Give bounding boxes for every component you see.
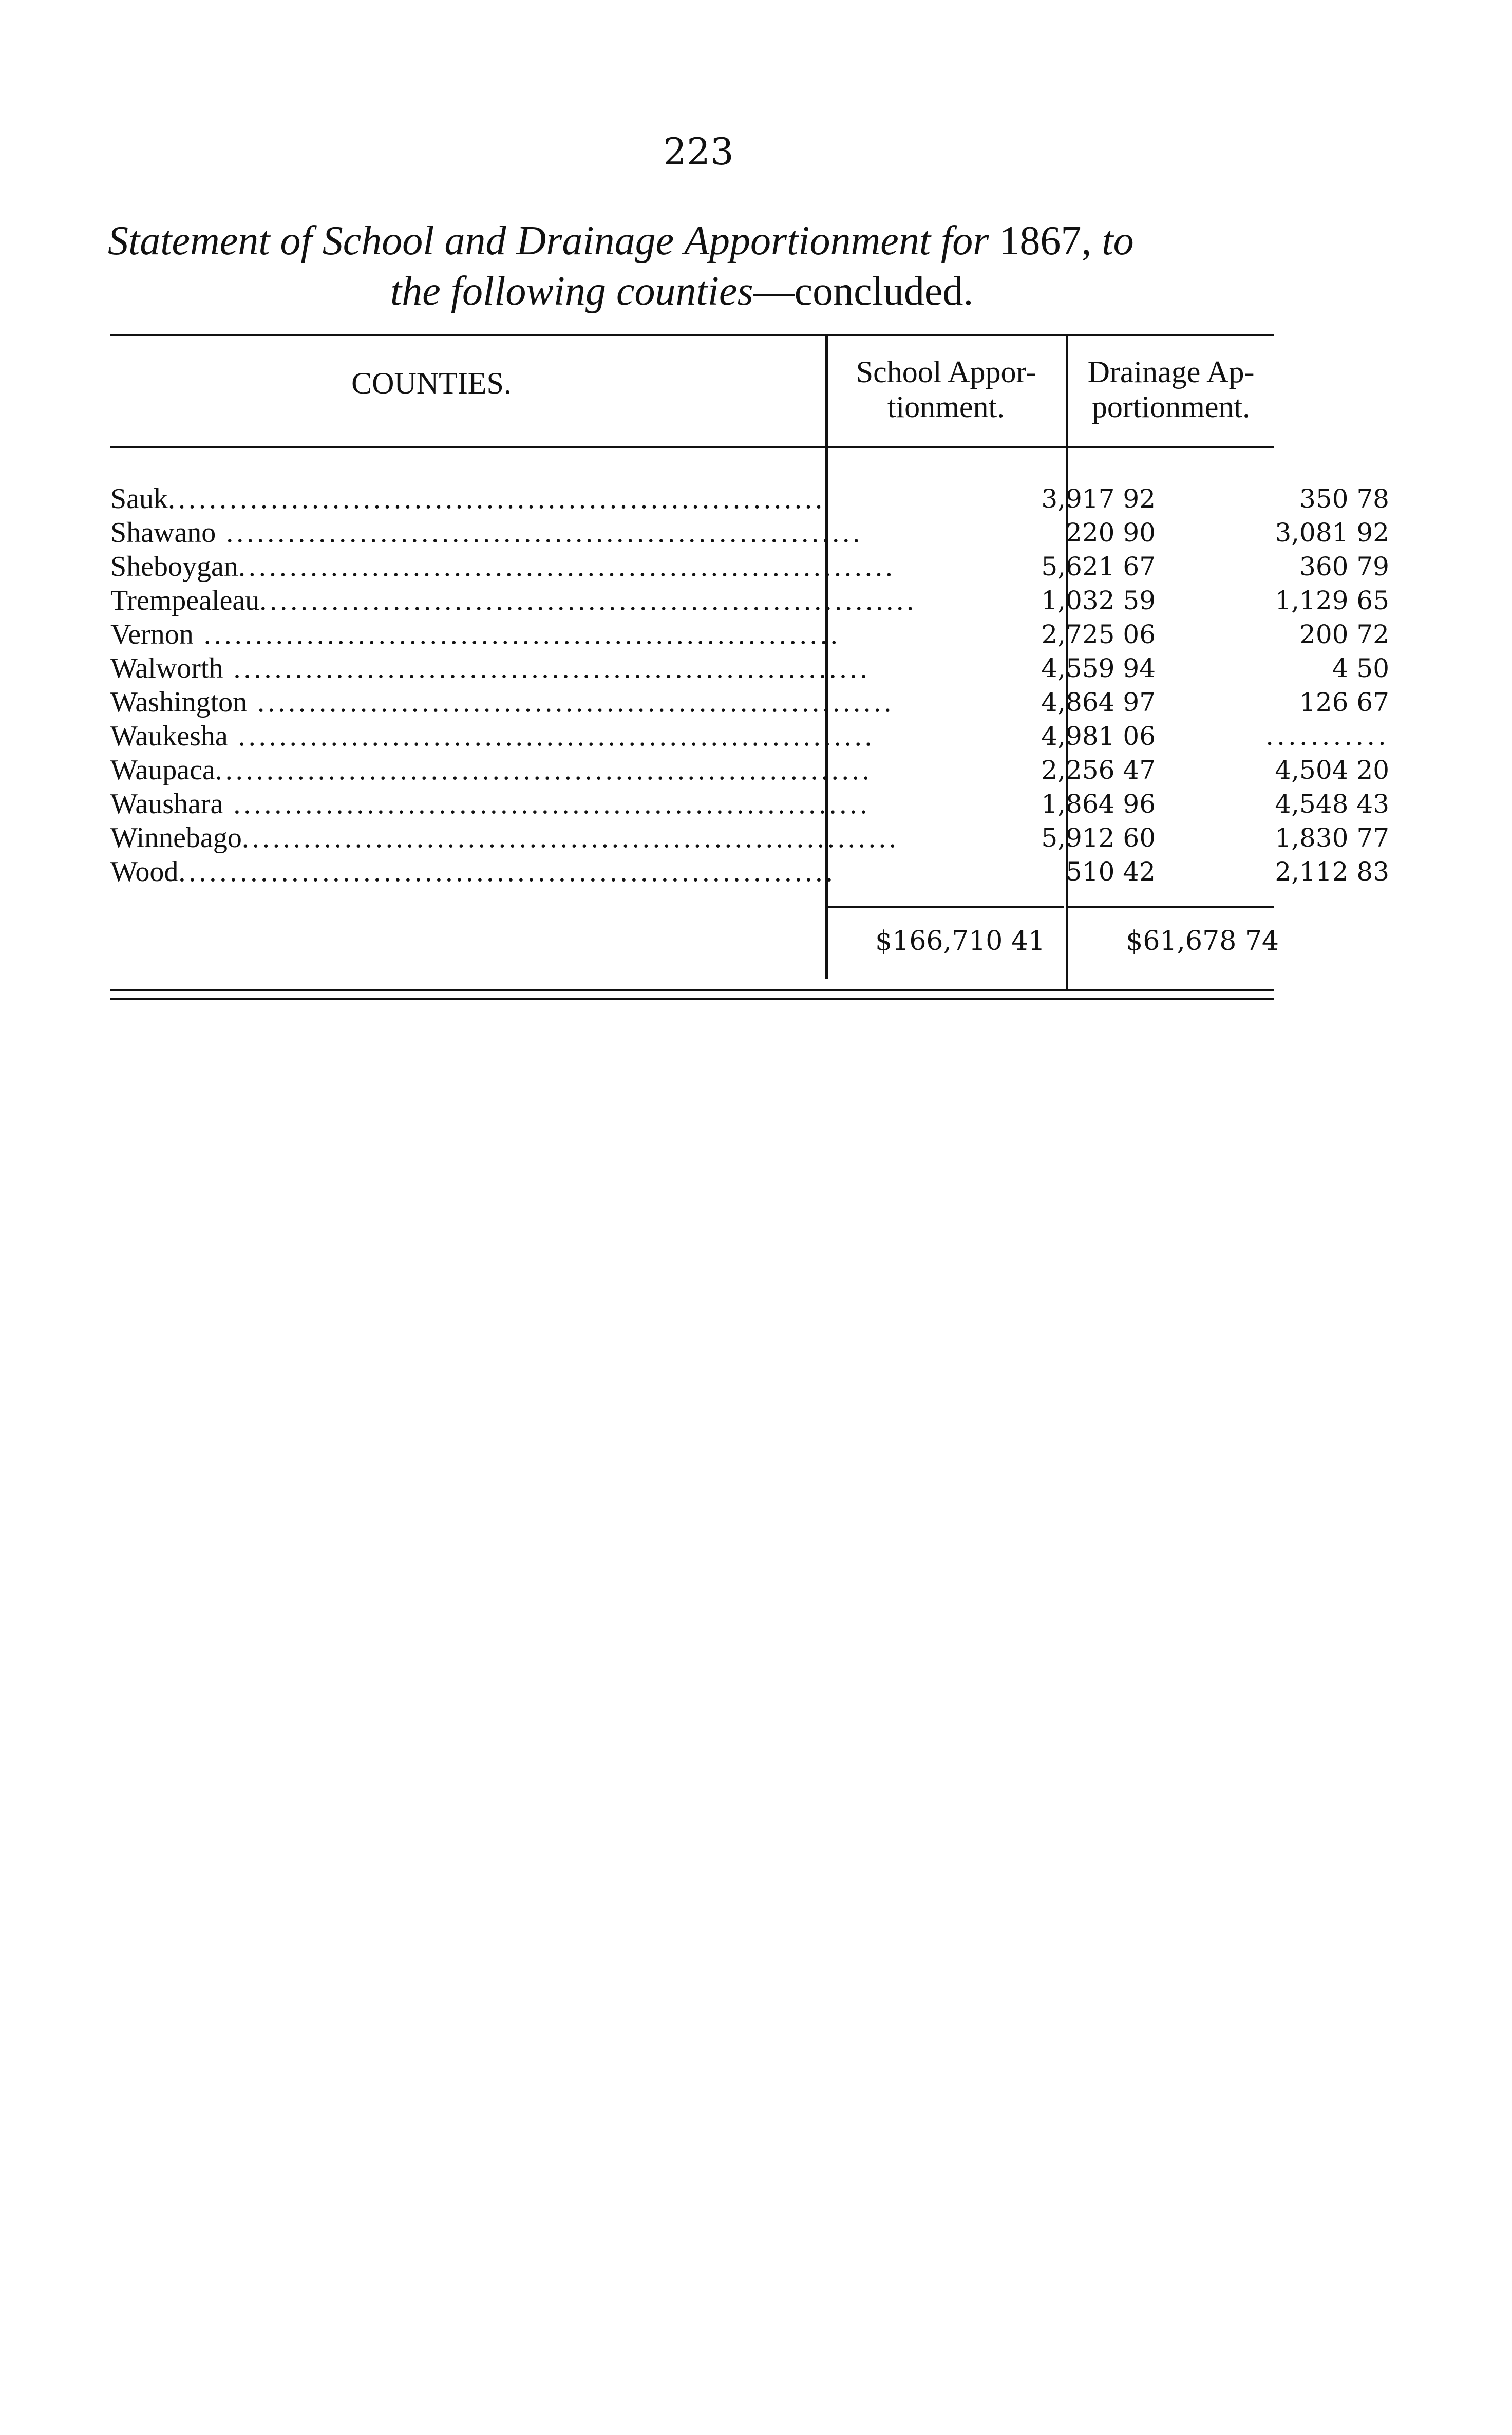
title-word: for (941, 218, 989, 264)
drainage-value: 3,081 92 (1275, 518, 1389, 548)
table-bottom-rule (110, 989, 1274, 991)
school-value: 220 90 (1066, 518, 1156, 548)
header-drainage-line1: Drainage Ap- (1087, 355, 1255, 389)
school-value: 5,621 67 (1041, 552, 1156, 582)
school-value: 510 42 (1066, 857, 1156, 887)
title-word: Statement (108, 218, 270, 264)
title-word: of (280, 218, 312, 264)
school-value: 1,864 96 (1041, 789, 1156, 819)
header-drainage-line2: portionment. (1091, 390, 1251, 424)
header-school-line2: tionment. (887, 390, 1005, 424)
title-word: following (450, 269, 606, 314)
county-name: Waupaca................................................................ (110, 754, 873, 786)
county-name: Washington .............................................................. (110, 686, 895, 718)
drainage-value: 360 79 (1299, 552, 1389, 582)
title-word: counties (616, 269, 753, 314)
county-name: Waushara .............................................................. (110, 788, 871, 820)
totals-rule-drainage (1068, 906, 1274, 908)
school-value: 4,559 94 (1041, 653, 1156, 683)
table-bottom-rule-2 (110, 998, 1274, 1000)
totals-rule-school (828, 906, 1064, 908)
drainage-value: 4,504 20 (1275, 755, 1389, 785)
county-name: Trempealeau................................................................ (110, 585, 917, 616)
total-drainage: $61,678 74 (1126, 926, 1279, 957)
total-school: $166,710 41 (875, 926, 1045, 957)
drainage-value: 200 72 (1299, 620, 1389, 649)
drainage-value: ........... (1265, 721, 1389, 751)
header-school (828, 354, 1064, 424)
county-name: Waukesha .............................................................. (110, 720, 875, 752)
school-value: 2,725 06 (1041, 620, 1156, 649)
county-name: Vernon .............................................................. (110, 619, 841, 650)
header-bottom-rule (110, 446, 1274, 448)
drainage-value: 2,112 83 (1275, 857, 1389, 887)
county-name: Winnebago................................................................ (110, 822, 899, 854)
drainage-value: 1,129 65 (1275, 586, 1389, 615)
drainage-value: 4 50 (1332, 653, 1389, 683)
school-value: 5,912 60 (1041, 823, 1156, 853)
drainage-value: 1,830 77 (1275, 823, 1389, 853)
title-word: School (322, 218, 434, 264)
title-word: the (390, 269, 441, 314)
header-counties: COUNTIES. (351, 366, 512, 400)
title-year: 1867, (999, 218, 1092, 264)
drainage-value: 4,548 43 (1275, 789, 1389, 819)
school-value: 4,864 97 (1041, 687, 1156, 717)
school-value: 3,917 92 (1041, 484, 1156, 514)
county-name: Sheboygan................................................................ (110, 551, 896, 583)
county-name: Shawano .............................................................. (110, 517, 863, 549)
school-value: 2,256 47 (1041, 755, 1156, 785)
title-line-2 (108, 266, 1289, 316)
school-value: 4,981 06 (1041, 721, 1156, 751)
drainage-value: 350 78 (1299, 484, 1389, 514)
header-school-line1: School Appor- (856, 355, 1036, 389)
title-concluded: concluded. (794, 269, 974, 314)
document-title (108, 216, 1289, 316)
county-name: Wood................................................................ (110, 856, 836, 888)
header-drainage (1068, 354, 1274, 424)
drainage-value: 126 67 (1299, 687, 1389, 717)
title-dash: — (753, 269, 795, 314)
county-name: Sauk................................................................ (110, 483, 825, 515)
county-name: Walworth .............................................................. (110, 652, 871, 684)
school-value: 1,032 59 (1041, 586, 1156, 615)
page-number: 223 (663, 130, 734, 173)
title-word: Apportionment (684, 218, 931, 264)
title-word: and (444, 218, 506, 264)
title-word: to (1102, 218, 1134, 264)
table-top-rule (110, 334, 1274, 336)
title-word: Drainage (516, 218, 674, 264)
